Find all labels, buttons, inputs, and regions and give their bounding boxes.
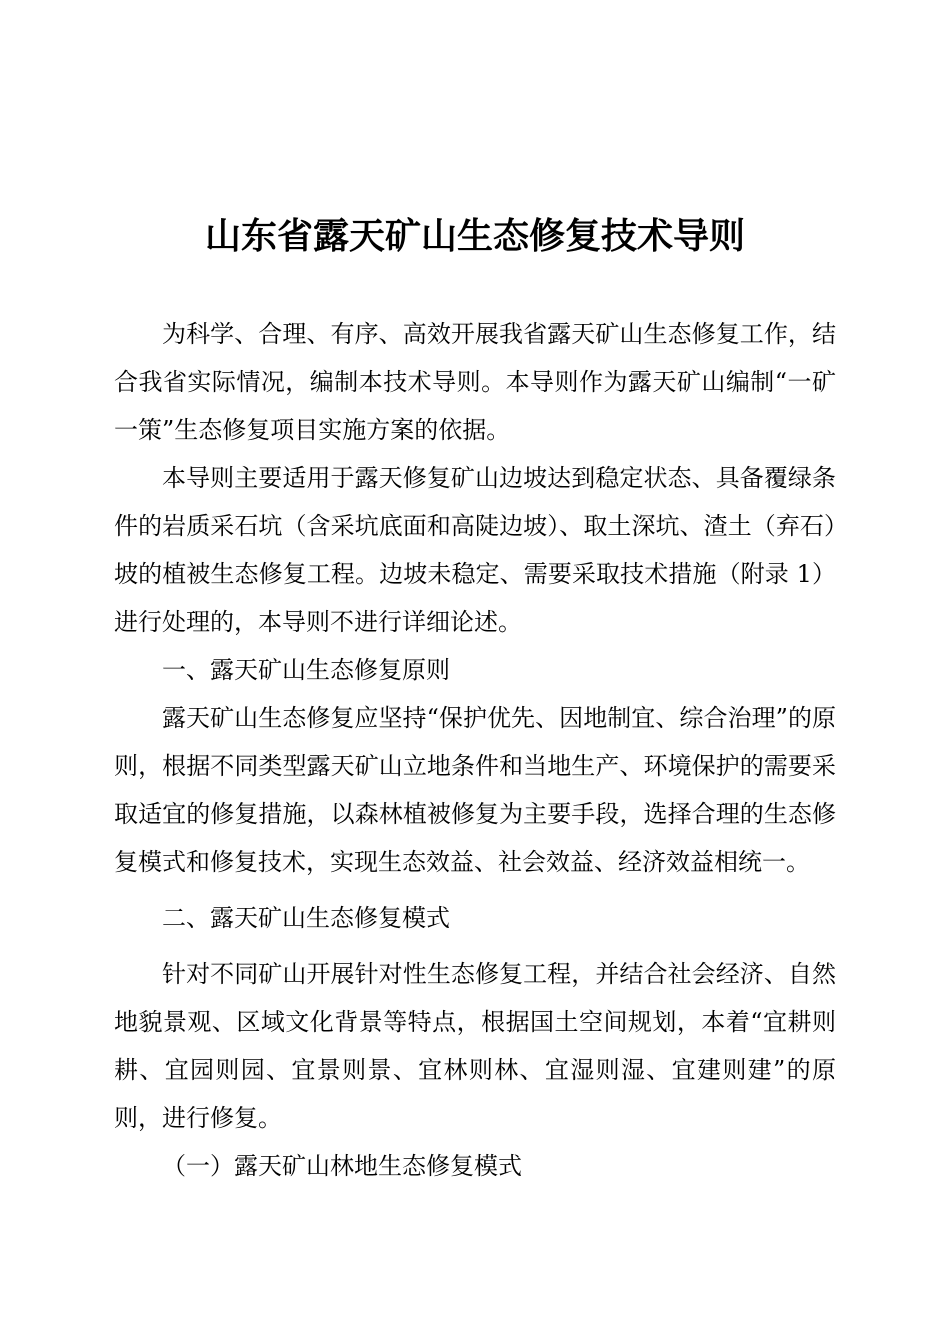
document-title: 山东省露天矿山生态修复技术导则 [204,215,745,257]
spacer [114,886,836,894]
section-heading-modes: 二、露天矿山生态修复模式 [162,904,450,932]
section-paragraph-principles: 露天矿山生态修复应坚持“保护优先、因地制宜、综合治理”的原则，根据不同类型露天矿山立地条件和当地生产、环境保护的需要采取适宜的修复措施，以森林植被修复为主要手段，选择合理的生态修复模式和修复技术，实现生态效益、社会效益、经济效益相统一。 [114,704,836,876]
section-heading-principles: 一、露天矿山生态修复原则 [162,656,450,684]
document-body [114,310,836,1190]
subsection-heading-forest: （一）露天矿山林地生态修复模式 [162,1152,522,1180]
intro-paragraph-1: 为科学、合理、有序、高效开展我省露天矿山生态修复工作，结合我省实际情况，编制本技术导则。本导则作为露天矿山编制“一矿一策”生态修复项目实施方案的依据。 [114,320,836,444]
intro-paragraph-2: 本导则主要适用于露天修复矿山边坡达到稳定状态、具备覆绿条件的岩质采石坑（含采坑底面和高陡边坡）、取土深坑、渣土（弃石）坡的植被生态修复工程。边坡未稳定、需要采取技术措施（附录 1）进行处理的，本导则不进行详细论述。 [114,464,836,636]
spacer [114,942,836,950]
section-paragraph-modes: 针对不同矿山开展针对性生态修复工程，并结合社会经济、自然地貌景观、区域文化背景等特点，根据国土空间规划，本着“宜耕则耕、宜园则园、宜景则景、宜林则林、宜湿则湿、宜建则建”的原则，进行修复。 [114,960,836,1132]
